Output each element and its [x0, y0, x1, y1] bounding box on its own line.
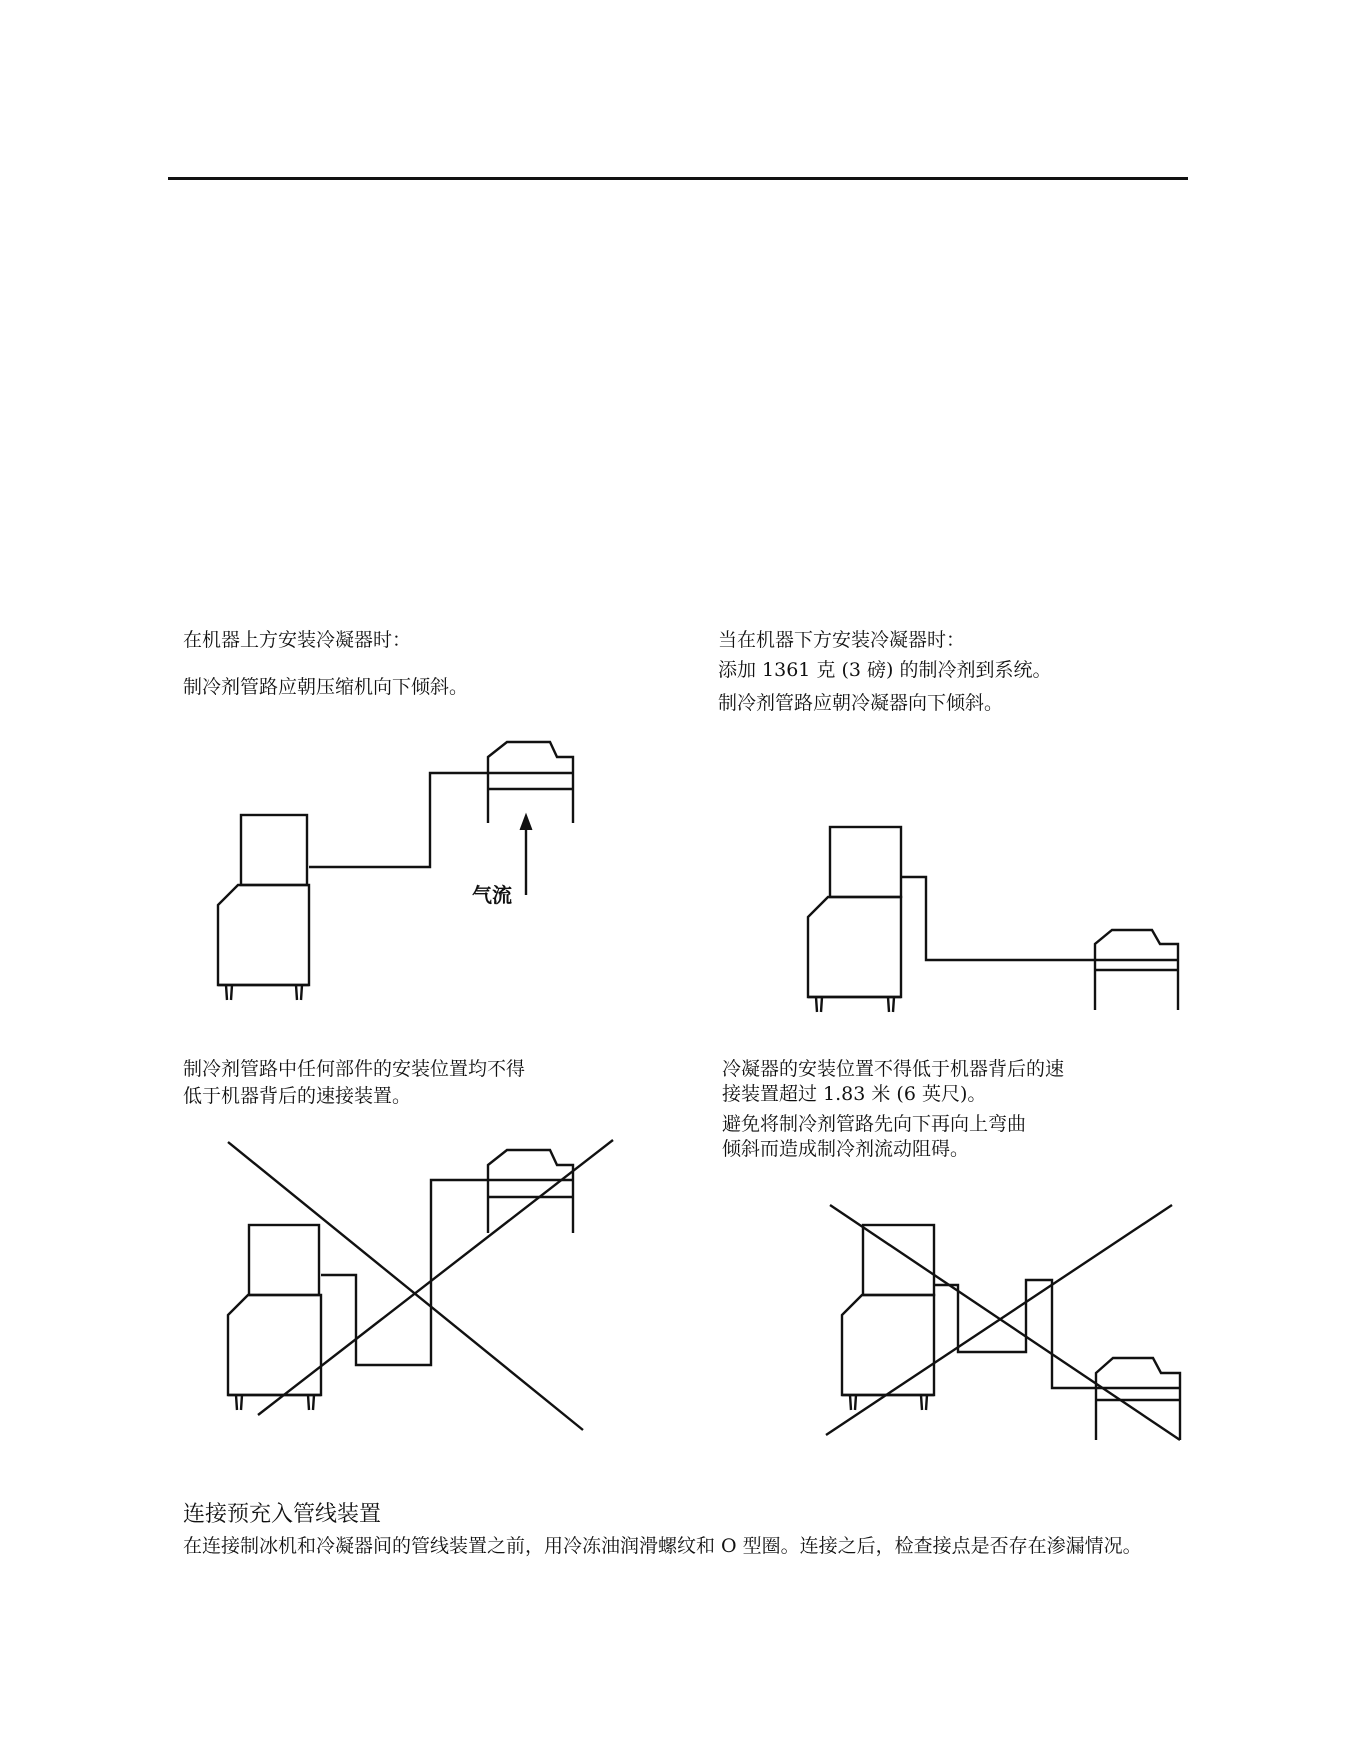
caption-left-bottom-line1: 制冷剂管路中任何部件的安装位置均不得: [183, 1058, 526, 1080]
diagram-incorrect-low-line: [228, 1140, 613, 1430]
condenser-icon: [488, 1150, 573, 1233]
refrigerant-line: [321, 1180, 488, 1365]
section-body: 在连接制冰机和冷凝器间的管线装置之前，用冷冻油润滑螺纹和 O 型圈。连接之后，检查接点是否存在渗漏情况。: [183, 1535, 1142, 1557]
ice-machine-icon: [228, 1225, 321, 1410]
caption-right-bottom-line3: 避免将制冷剂管路先向下再向上弯曲: [722, 1113, 1027, 1135]
ice-machine-icon: [808, 827, 901, 1012]
caption-right-top-line2: 添加 1361 克 (3 磅) 的制冷剂到系统。: [718, 659, 1052, 681]
caption-right-bottom-line2: 接装置超过 1.83 米 (6 英尺)。: [722, 1083, 987, 1105]
refrigerant-line: [934, 1280, 1096, 1388]
caption-right-bottom-line4: 倾斜而造成制冷剂流动阻碍。: [722, 1138, 970, 1160]
diagram-condenser-below: [808, 827, 1178, 1012]
ice-machine-icon: [842, 1225, 934, 1410]
airflow-arrow-icon: [520, 814, 532, 895]
condenser-icon: [1095, 930, 1178, 1010]
diagram-condenser-above: [218, 742, 573, 1000]
caption-left-top-line2: 制冷剂管路应朝压缩机向下倾斜。: [183, 676, 469, 698]
caption-right-top-line3: 制冷剂管路应朝冷凝器向下倾斜。: [718, 692, 1004, 714]
condenser-icon: [1096, 1358, 1180, 1440]
ice-machine-icon: [218, 815, 309, 1000]
caption-right-bottom-line1: 冷凝器的安装位置不得低于机器背后的速: [722, 1058, 1065, 1080]
airflow-label: 气流: [472, 883, 512, 907]
refrigerant-line: [309, 773, 488, 867]
condenser-icon: [488, 742, 573, 823]
refrigerant-line: [901, 877, 1095, 960]
diagram-incorrect-trap: [826, 1205, 1180, 1440]
cross-out-icon: [826, 1205, 1180, 1440]
caption-left-bottom-line2: 低于机器背后的速接装置。: [183, 1085, 412, 1107]
caption-left-top-line1: 在机器上方安装冷凝器时：: [183, 629, 412, 651]
caption-right-top-line1: 当在机器下方安装冷凝器时：: [718, 629, 966, 651]
section-heading: 连接预充入管线装置: [183, 1502, 382, 1527]
cross-out-icon: [228, 1140, 613, 1430]
